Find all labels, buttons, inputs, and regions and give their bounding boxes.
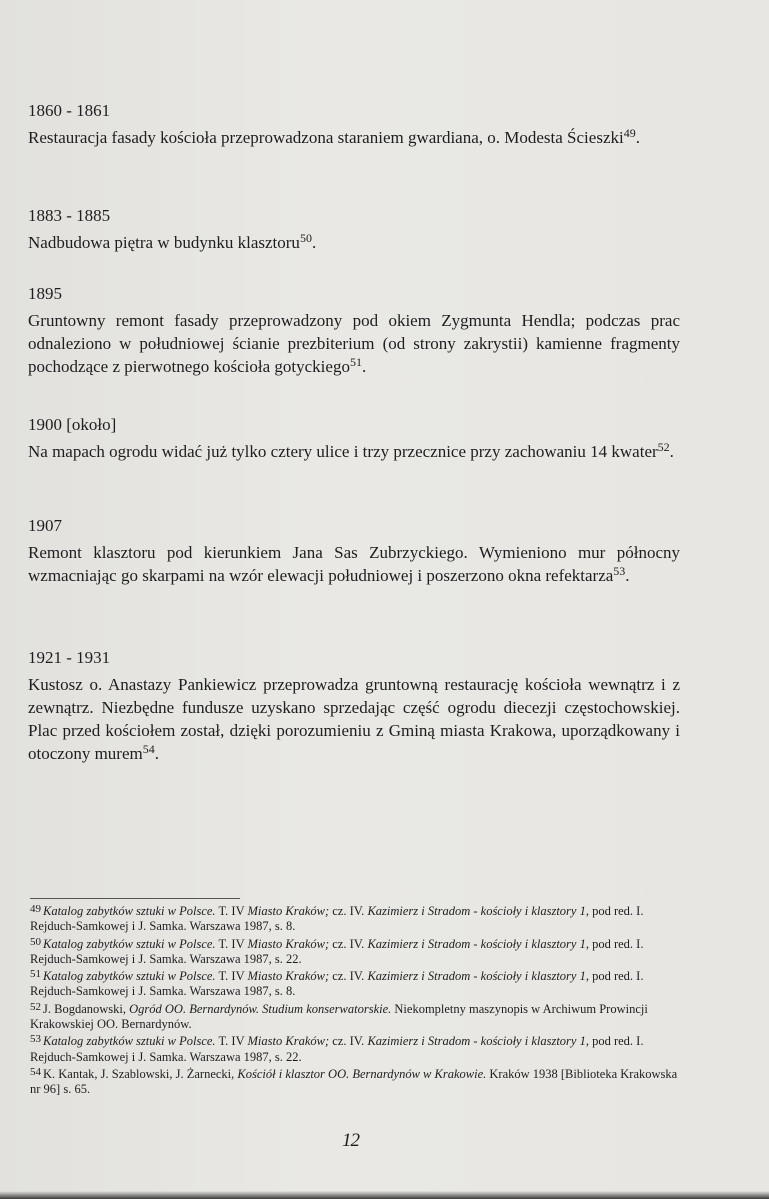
footnote-51: 51 Katalog zabytków sztuki w Polsce. T. IV Miasto Kraków; cz. IV. Kazimierz i Stradom - kościoły i klasztory 1, pod red. I. Rejduch-Samkowej i J. Samka. Warszawa 1987, s. 8. xyxy=(30,968,644,999)
footnotes-section xyxy=(30,902,680,1098)
chronology-entry-1883 xyxy=(28,205,680,254)
entry-text: Na mapach ogrodu widać już tylko cztery ulice i trzy przecznice przy zachowaniu 14 kwater$^{52}$. xyxy=(28,440,674,461)
entry-year: 1900 [około] xyxy=(28,415,117,434)
footnote-number: 54 xyxy=(30,1065,41,1078)
footnote-54: 54 K. Kantak, J. Szablowski, J. Żarnecki, Kościół i klasztor OO. Bernardynów w Krakowie. Kraków 1938 [Biblioteka Krakowska nr 96] s. 65. xyxy=(30,1065,678,1097)
footnote-ref[interactable]: 49 xyxy=(623,126,636,140)
page-edge-shadow xyxy=(0,1191,769,1199)
footnote-ref[interactable]: 50 xyxy=(299,231,312,245)
chronology-entry-1921 xyxy=(28,647,680,765)
footnote-50: 50 Katalog zabytków sztuki w Polsce. T. IV Miasto Kraków; cz. IV. Kazimierz i Stradom - kościoły i klasztory 1, pod red. I. Rejduch-Samkowej i J. Samka. Warszawa 1987, s. 22. xyxy=(30,935,644,966)
footnote-number: 52 xyxy=(30,1000,41,1013)
entry-year: 1907 xyxy=(28,516,62,535)
chronology-entry-1860 xyxy=(28,100,680,149)
footnote-number: 49 xyxy=(30,903,41,915)
footnote-separator xyxy=(30,898,240,899)
footnote-ref[interactable]: 53 xyxy=(613,564,626,578)
entry-year: 1895 xyxy=(28,284,62,303)
entry-text: Restauracja fasady kościoła przeprowadzona staraniem gwardiana, o. Modesta Ścieszki$^{49}$. xyxy=(28,126,640,147)
entry-text: Gruntowny remont fasady przeprowadzony pod okiem Zygmunta Hendla; podczas prac odnaleziono w południowej ścianie prezbiterium (od strony zakrystii) kamienne fragmenty pochodzące z pierwotnego kościoła gotyckiego$^{51}$. xyxy=(28,311,680,376)
entry-year: 1921 - 1931 xyxy=(28,648,111,667)
entry-year: 1860 - 1861 xyxy=(28,101,111,120)
entry-text: Remont klasztoru pod kierunkiem Jana Sas Zubrzyckiego. Wymieniono mur północny wzmacniając go skarpami na wzór elewacji południowej i poszerzono okna refektarza$^{53}$. xyxy=(28,543,680,585)
footnote-49: 49 Katalog zabytków sztuki w Polsce. T. IV Miasto Kraków; cz. IV. Kazimierz i Stradom - kościoły i klasztory 1, pod red. I. Rejduch-Samkowej i J. Samka. Warszawa 1987, s. 8. xyxy=(30,903,644,934)
page-number: 12 xyxy=(342,1130,359,1151)
chronology-entry-1907 xyxy=(28,515,680,587)
footnote-number: 51 xyxy=(30,968,41,981)
footnote-ref[interactable]: 52 xyxy=(657,440,670,454)
entry-text: Kustosz o. Anastazy Pankiewicz przeprowadza gruntowną restaurację kościoła wewnątrz i z zewnątrz. Niezbędne fundusze uzyskano sprzedając część ogrodu diecezji częstochowskiej. Plac przed kościołem został, dzięki porozumieniu z Gminą miasta Krakowa, uporządkowany i otoczony murem$^{54}$. xyxy=(28,675,680,763)
footnote-53: 53 Katalog zabytków sztuki w Polsce. T. IV Miasto Kraków; cz. IV. Kazimierz i Stradom - kościoły i klasztory 1, pod red. I. Rejduch-Samkowej i J. Samka. Warszawa 1987, s. 22. xyxy=(30,1033,644,1064)
chronology-entry-1895 xyxy=(28,283,680,378)
footnote-ref[interactable]: 51 xyxy=(349,355,362,369)
chronology-entry-1900 xyxy=(28,414,680,463)
footnote-ref[interactable]: 54 xyxy=(142,742,155,756)
entry-year: 1883 - 1885 xyxy=(28,206,111,225)
entry-text: Nadbudowa piętra w budynku klasztoru$^{50}$. xyxy=(28,231,317,252)
footnote-number: 53 xyxy=(30,1033,41,1046)
footnote-52: 52 J. Bogdanowski, Ogród OO. Bernardynów. Studium konserwatorskie. Niekompletny maszynopis w Archiwum Prowincji Krakowskiej OO. Bernardynów. xyxy=(30,1000,648,1032)
footnote-number: 50 xyxy=(30,935,41,948)
